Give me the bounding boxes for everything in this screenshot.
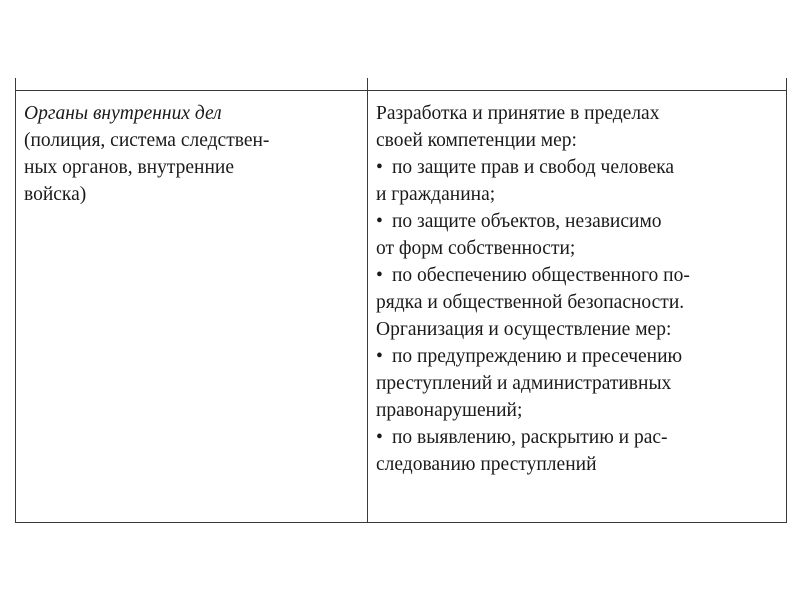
- bullet-item: • по выявлению, раскрытию и рас-: [376, 424, 776, 451]
- bullet-item-continuation: преступлений и административных: [376, 373, 672, 394]
- bullet-item: • по защите объектов, независимо: [376, 208, 776, 235]
- bullet-item-continuation: правонарушений;: [376, 400, 523, 421]
- table-fragment: [15, 78, 787, 523]
- authority-description-line: ных органов, внутренние: [24, 157, 234, 178]
- authority-description-line: (полиция, система следствен-: [24, 130, 270, 151]
- left-cell-authority: [24, 100, 354, 208]
- bullet-item-continuation: и гражданина;: [376, 184, 496, 205]
- functions-intro: Разработка и принятие в пределах: [376, 103, 660, 124]
- authority-description-line: войска): [24, 184, 87, 205]
- bullet-item: • по обеспечению общественного по-: [376, 262, 776, 289]
- right-cell-functions: [376, 100, 776, 478]
- row-divider: [16, 90, 786, 91]
- bullet-item-continuation: рядка и общественной безопасности.: [376, 292, 685, 313]
- functions-section-heading: Организация и осуществление мер:: [376, 319, 672, 340]
- bullet-item: • по предупреждению и пресечению: [376, 343, 776, 370]
- bullet-item: • по защите прав и свобод человека: [376, 154, 776, 181]
- bullet-item-continuation: следованию преступлений: [376, 454, 597, 475]
- authority-name: Органы внутренних дел: [24, 103, 222, 124]
- functions-intro: своей компетенции мер:: [376, 130, 577, 151]
- column-divider: [367, 78, 368, 522]
- bullet-item-continuation: от форм собственности;: [376, 238, 576, 259]
